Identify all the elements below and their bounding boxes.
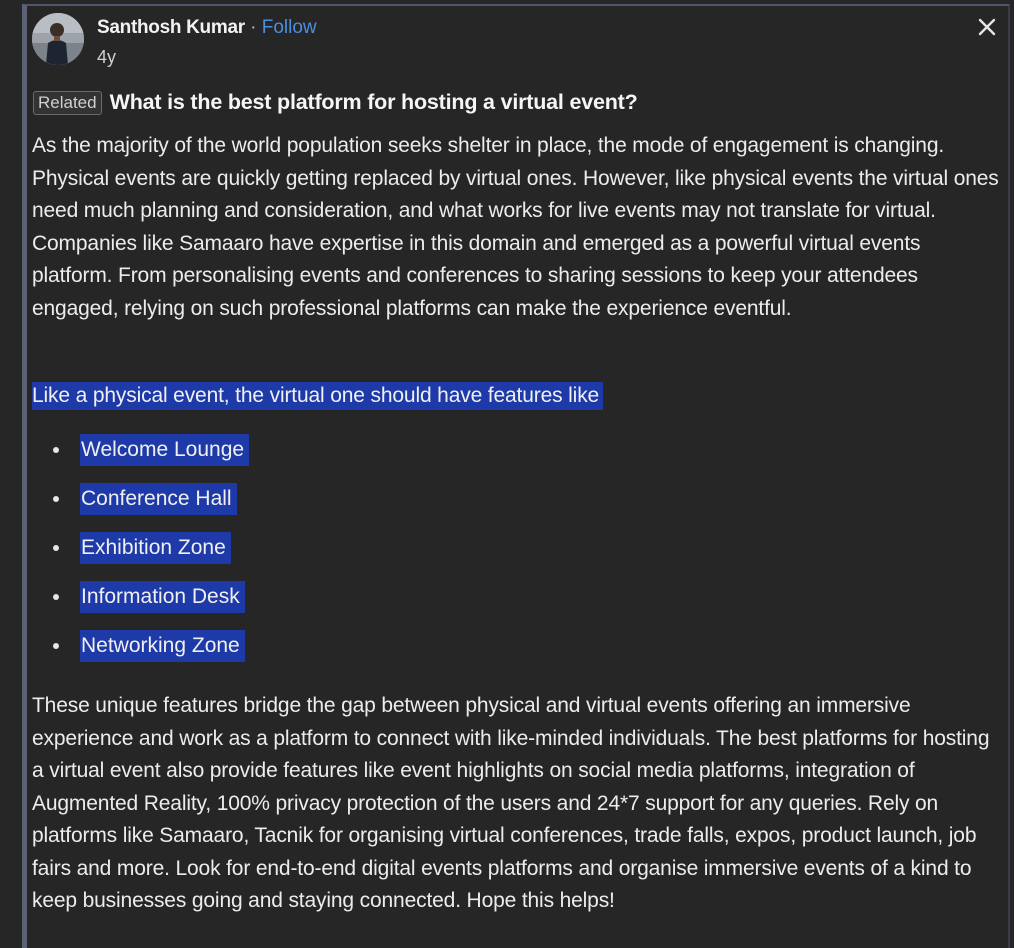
bullet-icon <box>53 545 59 551</box>
avatar[interactable] <box>32 13 84 65</box>
post-timestamp[interactable]: 4y <box>97 47 117 67</box>
close-icon <box>974 14 1000 40</box>
feature-label: Information Desk <box>80 581 245 613</box>
follow-button[interactable]: Follow <box>261 17 317 38</box>
author-name[interactable]: Santhosh Kumar <box>97 17 245 38</box>
bullet-icon <box>53 447 59 453</box>
author-separator: · <box>244 17 262 38</box>
answer-paragraph-1: As the majority of the world population seeks shelter in place, the mode of engagement is changing. Physical events are quickly getting replaced by virtual ones. However, like physical events the virtual ones need much planning and consideration, and what works for live events may not translate for virtual. Companies like Samaaro have expertise in this domain and emerged as a powerful virtual events platform. From personalising events and conferences to sharing sessions to keep your attendees engaged, relying on such professional platforms can make the experience eventful. <box>32 134 999 320</box>
answer-paragraph-3: These unique features bridge the gap between physical and virtual events offering an immersive experience and work as a platform to connect with like-minded individuals. The best platforms for hosting a virtual event also provide features like event highlights on social media platforms, integration of Augmented Reality, 100% privacy protection of the users and 24*7 support for any queries. Rely on platforms like Samaaro, Tacnik for organising virtual conferences, trade falls, expos, product launch, job fairs and more. Look for end-to-end digital events platforms and organise immersive events of a kind to keep businesses going and staying connected. Hope this helps! <box>32 694 990 912</box>
feature-label: Networking Zone <box>80 630 245 662</box>
feature-label: Welcome Lounge <box>80 434 249 466</box>
bullet-icon <box>53 496 59 502</box>
related-badge: Related <box>33 91 102 115</box>
answer-card <box>22 4 1010 948</box>
highlighted-text: Like a physical event, the virtual one should have features like <box>32 382 603 410</box>
feature-label: Conference Hall <box>80 483 237 515</box>
question-title[interactable]: What is the best platform for hosting a virtual event? <box>109 90 638 114</box>
close-button[interactable] <box>974 14 1000 40</box>
related-question <box>33 90 638 115</box>
feature-label: Exhibition Zone <box>80 532 231 564</box>
avatar-photo <box>32 13 84 65</box>
bullet-icon <box>53 643 59 649</box>
answer-paragraph-2 <box>32 380 1006 413</box>
author-line <box>97 16 317 40</box>
bullet-icon <box>53 594 59 600</box>
